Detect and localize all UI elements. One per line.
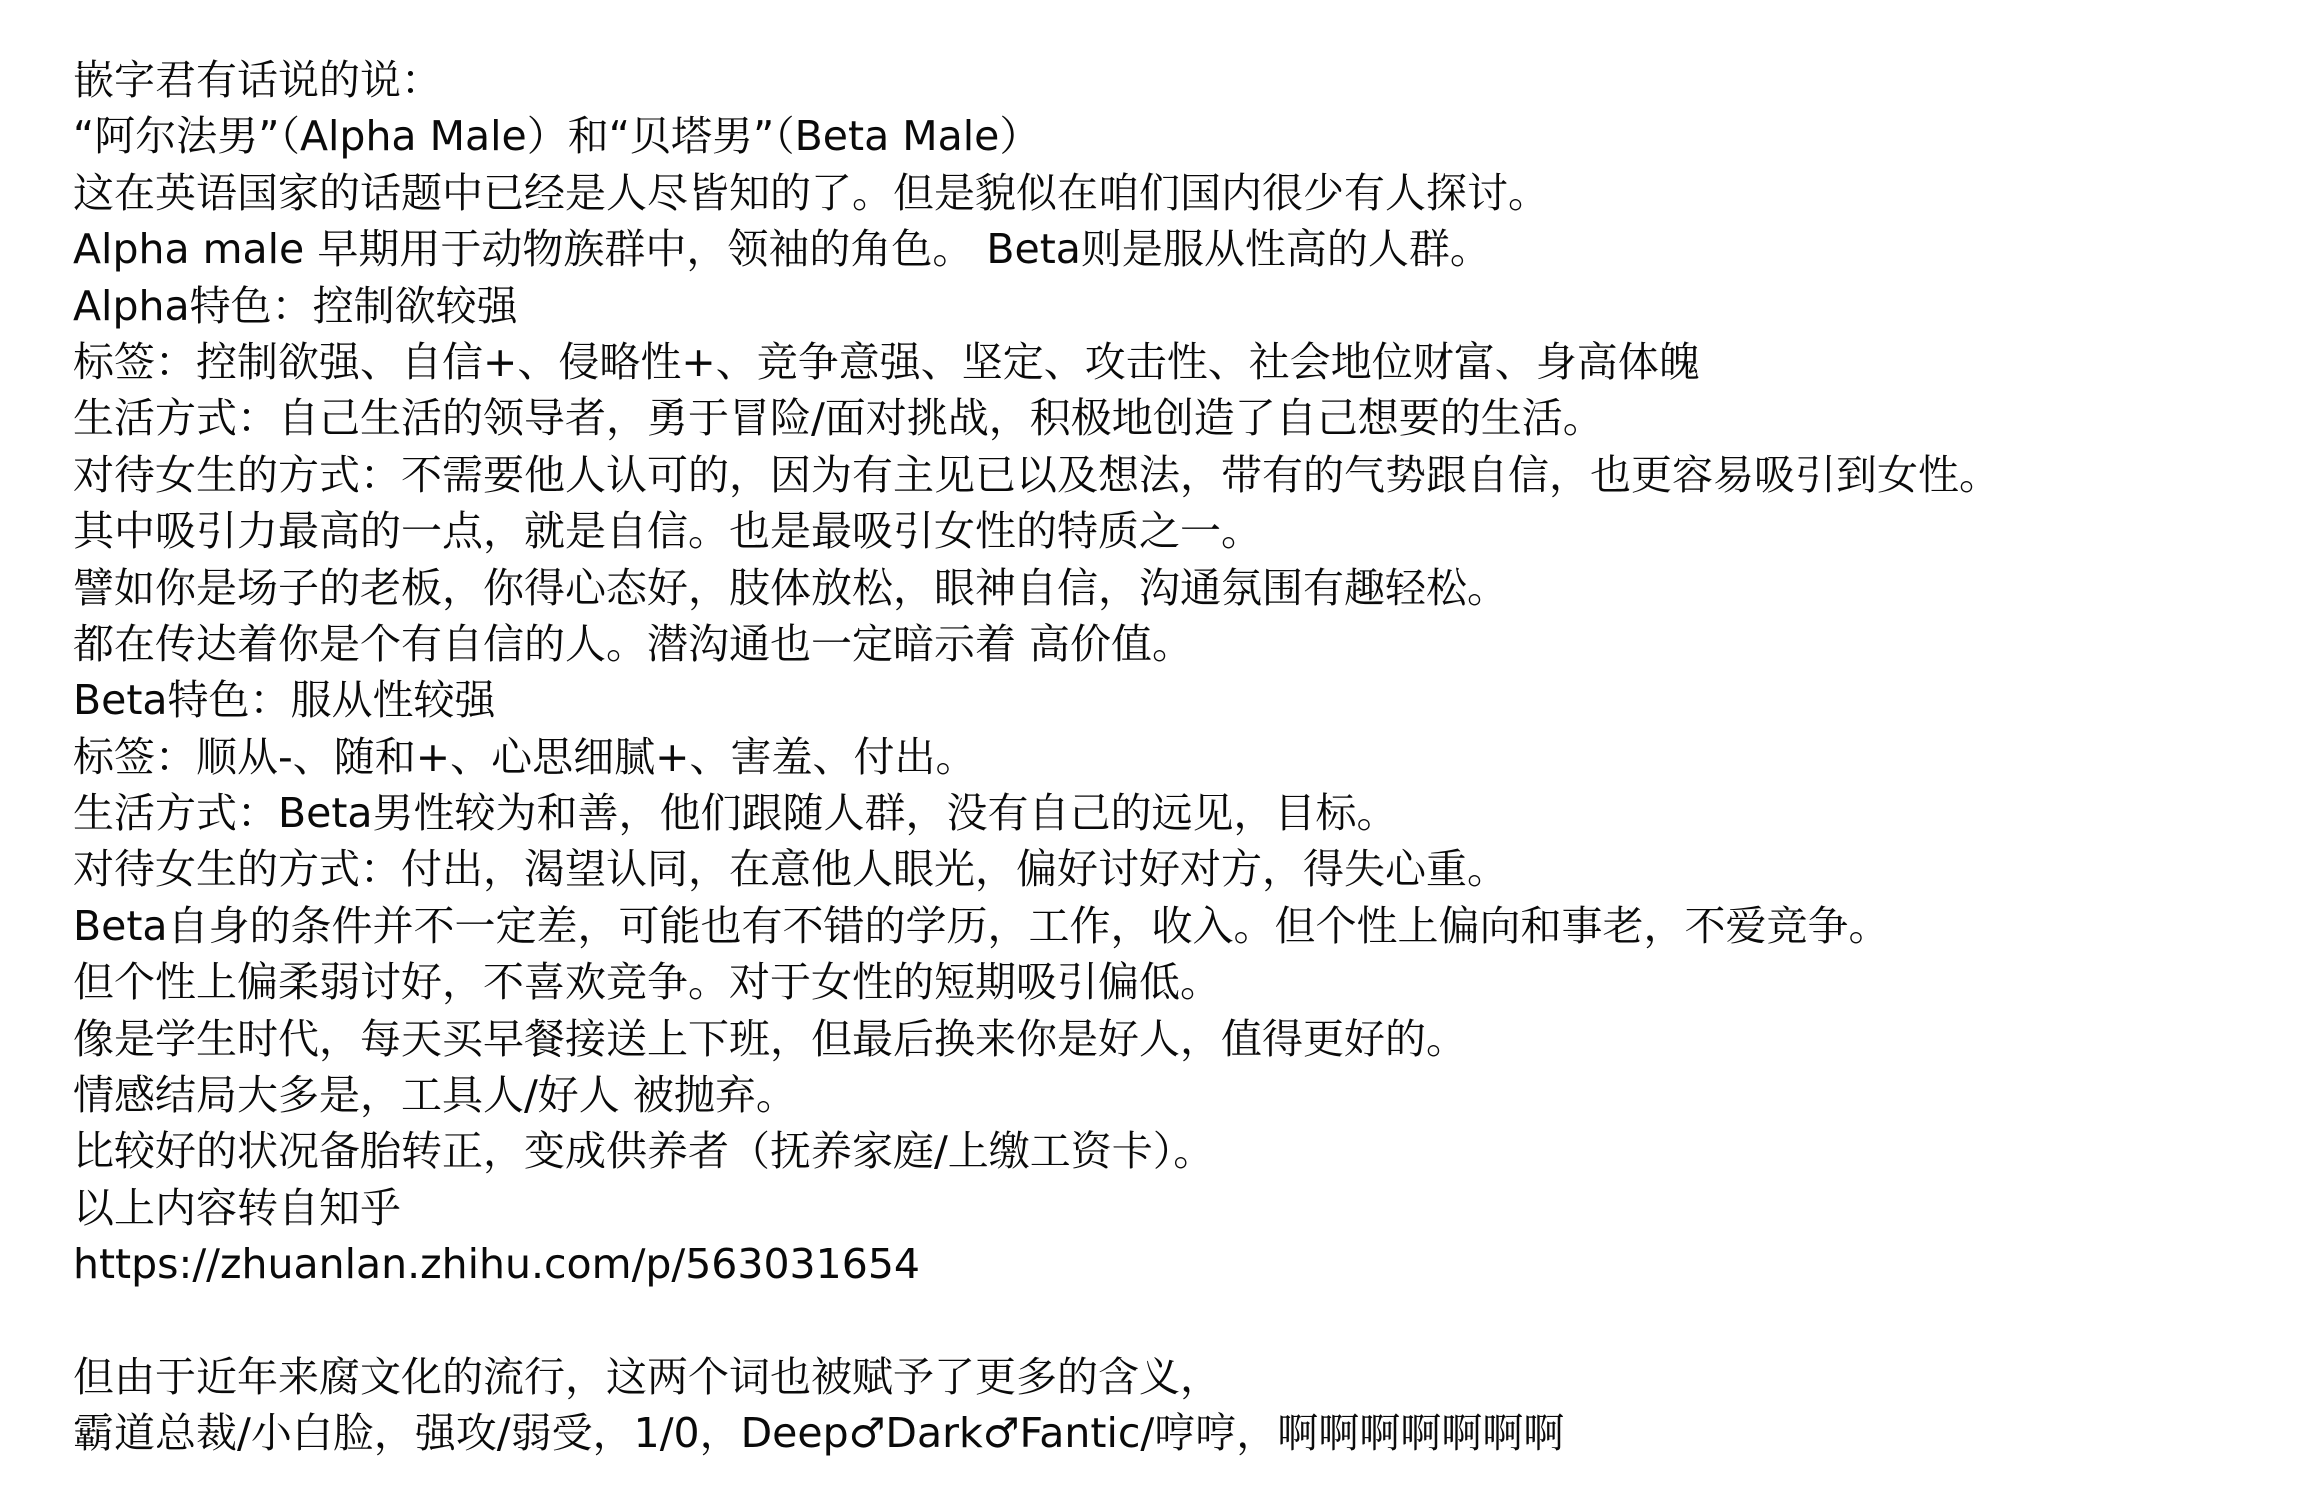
text-line: 标签：控制欲强、自信+、侵略性+、竞争意强、坚定、攻击性、社会地位财富、身高体魄	[73, 337, 1700, 386]
text-line: Beta自身的条件并不一定差，可能也有不错的学历，工作，收入。但个性上偏向和事老，不爱竞争。	[73, 901, 1890, 950]
text-line: 比较好的状况备胎转正，变成供养者（抚养家庭/上缴工资卡）。	[73, 1127, 1215, 1176]
document-body	[73, 52, 2288, 1462]
text-line: 嵌字君有话说的说：	[73, 56, 442, 104]
text-line: 其中吸引力最高的一点，就是自信。也是最吸引女性的特质之一。	[73, 507, 1262, 556]
text-line: 像是学生时代，每天买早餐接送上下班，但最后换来你是好人，值得更好的。	[73, 1014, 1467, 1063]
text-line: 但个性上偏柔弱讨好，不喜欢竞争。对于女性的短期吸引偏低。	[73, 958, 1221, 1007]
text-line: 霸道总裁/小白脸，强攻/弱受，1/0，Deep♂Dark♂Fantic/哼哼，啊啊啊啊啊啊啊	[73, 1409, 1565, 1458]
source-url[interactable]: https://zhuanlan.zhihu.com/p/563031654	[73, 1240, 920, 1289]
text-line: 譬如你是场子的老板，你得心态好，肢体放松，眼神自信，沟通氛围有趣轻松。	[73, 563, 1508, 612]
text-line: 但由于近年来腐文化的流行，这两个词也被赋予了更多的含义，	[73, 1352, 1221, 1401]
text-line: 以上内容转自知乎	[73, 1183, 401, 1232]
text-line: “阿尔法男”（Alpha Male）和“贝塔男”（Beta Male）	[73, 112, 1041, 161]
text-line: Beta特色：服从性较强	[73, 676, 496, 725]
text-line: 对待女生的方式：付出，渴望认同，在意他人眼光，偏好讨好对方，得失心重。	[73, 845, 1508, 894]
text-line: 标签：顺从-、随和+、心思细腻+、害羞、付出。	[73, 732, 977, 781]
text-line: Alpha male 早期用于动物族群中，领袖的角色。 Beta则是服从性高的人群。	[73, 225, 1491, 274]
text-line: 情感结局大多是，工具人/好人 被抛弃。	[73, 1071, 797, 1120]
blank-line	[73, 1293, 2288, 1349]
text-line: 生活方式：自己生活的领导者，勇于冒险/面对挑战，积极地创造了自己想要的生活。	[73, 394, 1604, 443]
text-line: 生活方式：Beta男性较为和善，他们跟随人群，没有自己的远见，目标。	[73, 789, 1398, 838]
text-line: 这在英语国家的话题中已经是人尽皆知的了。但是貌似在咱们国内很少有人探讨。	[73, 168, 1549, 217]
text-line: Alpha特色：控制欲较强	[73, 281, 518, 330]
text-line: 对待女生的方式：不需要他人认可的，因为有主见已以及想法，带有的气势跟自信，也更容易吸引到女性。	[73, 450, 2000, 499]
text-line: 都在传达着你是个有自信的人。潜沟通也一定暗示着 高价值。	[73, 619, 1194, 668]
